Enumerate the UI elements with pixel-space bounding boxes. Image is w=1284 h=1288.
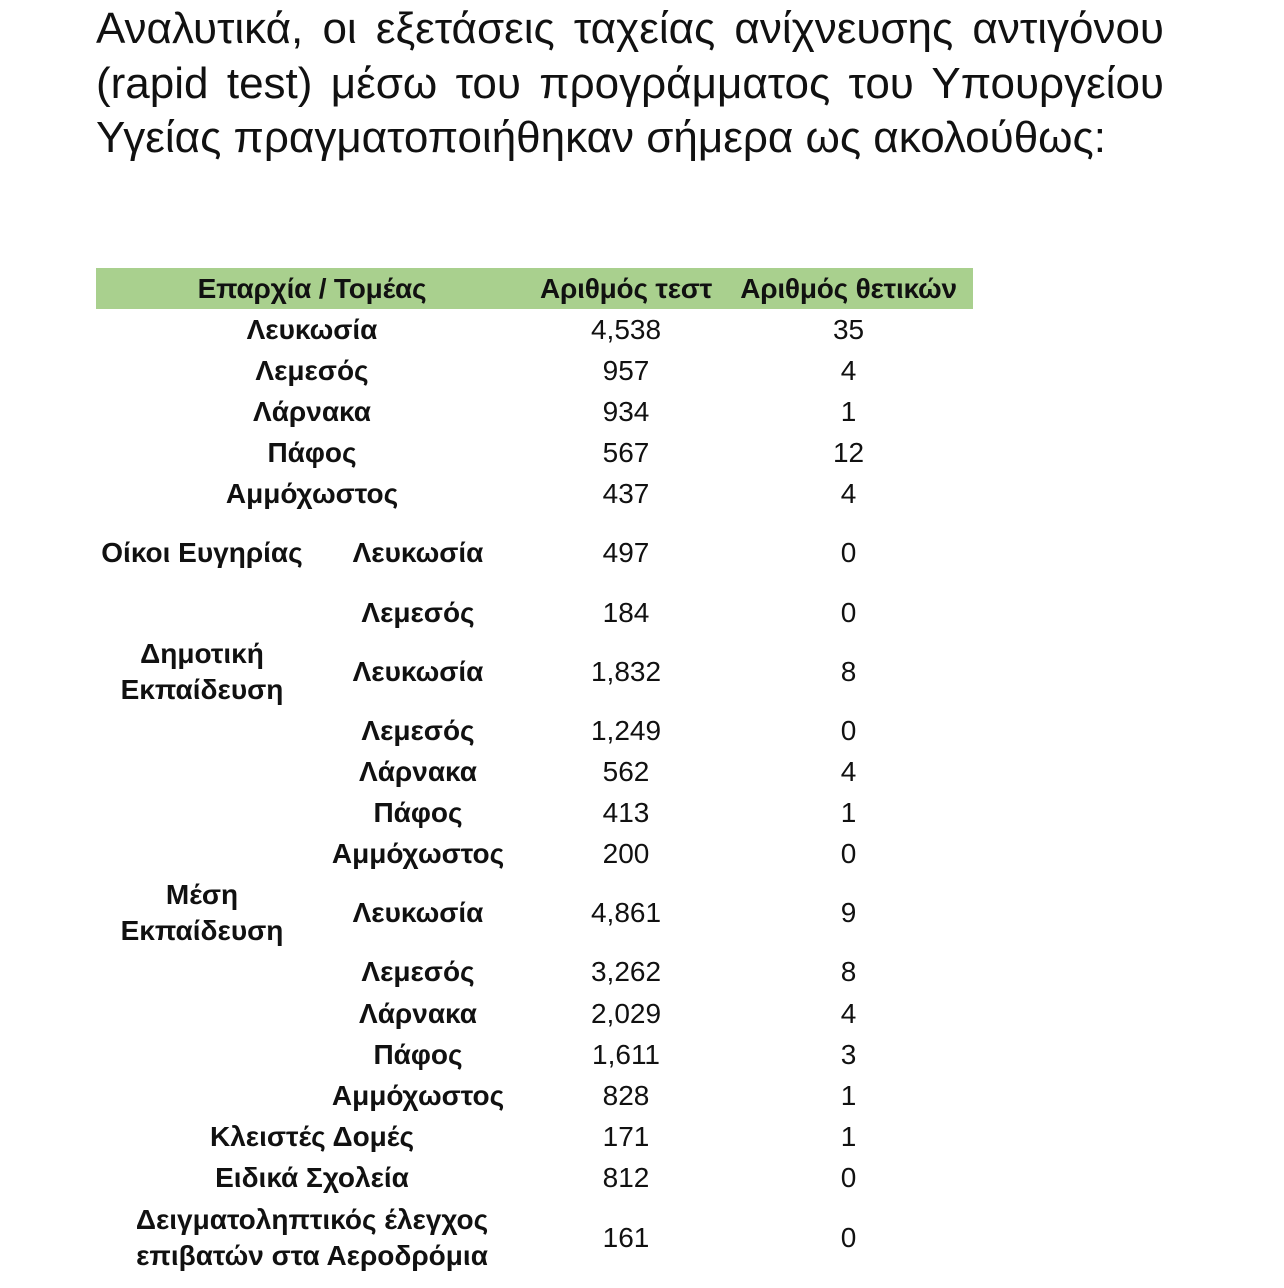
positives-count: 35 xyxy=(832,313,865,345)
table-row xyxy=(96,433,973,474)
table-row xyxy=(96,515,973,592)
district-name: Αμμόχωστος xyxy=(225,478,399,510)
empty-cell xyxy=(96,793,308,834)
table-row xyxy=(96,1117,973,1158)
table-row xyxy=(96,1034,973,1075)
category-name: Κλειστές Δομές xyxy=(210,1121,414,1153)
sub-district-name: Λεμεσός xyxy=(361,596,475,628)
table-row xyxy=(96,834,973,875)
sector-label-care-homes: Οίκοι Ευγηρίας xyxy=(101,537,303,569)
sub-district-name: Αμμόχωστος xyxy=(331,838,505,870)
table-row xyxy=(96,309,973,350)
empty-cell xyxy=(96,1075,308,1116)
empty-cell xyxy=(96,710,308,751)
positives-count: 9 xyxy=(840,897,857,929)
intro-paragraph: Αναλυτικά, οι εξετάσεις ταχείας ανίχνευσης αντιγόνου (rapid test) μέσω του προγράμματος του Υπουργείου Υγείας πραγματοποιήθηκαν σήμερα ως ακολούθως: xyxy=(96,4,1164,162)
empty-cell xyxy=(96,952,308,993)
empty-cell xyxy=(96,1034,308,1075)
tests-count: 4,861 xyxy=(590,897,662,929)
empty-cell xyxy=(96,834,308,875)
positives-count: 4 xyxy=(840,997,857,1029)
empty-cell xyxy=(96,751,308,792)
table-row xyxy=(96,1075,973,1116)
positives-count: 8 xyxy=(840,956,857,988)
table-row xyxy=(96,592,973,633)
tests-count: 184 xyxy=(602,596,650,628)
positives-count: 0 xyxy=(840,838,857,870)
table-row xyxy=(96,474,973,515)
sub-district-name: Πάφος xyxy=(373,797,463,829)
district-name: Πάφος xyxy=(267,437,357,469)
tests-count: 1,611 xyxy=(592,1038,661,1070)
positives-count: 4 xyxy=(840,354,857,386)
positives-count: 0 xyxy=(840,1162,857,1194)
sub-district-name: Λευκωσία xyxy=(352,537,484,569)
table-row xyxy=(96,633,973,710)
tests-count: 2,029 xyxy=(590,997,662,1029)
sector-label-secondary-education: Μέση Εκπαίδευση xyxy=(120,879,284,947)
tests-count: 562 xyxy=(602,755,650,787)
table-row xyxy=(96,350,973,391)
tests-count: 3,262 xyxy=(590,956,662,988)
table-row xyxy=(96,710,973,751)
rapid-test-results-table xyxy=(96,268,973,1276)
sub-district-name: Αμμόχωστος xyxy=(331,1080,505,1112)
tests-count: 812 xyxy=(602,1162,650,1194)
header-tests: Αριθμός τεστ xyxy=(528,268,724,309)
empty-cell xyxy=(96,993,308,1034)
tests-count: 1,832 xyxy=(590,655,662,687)
positives-count: 0 xyxy=(840,596,857,628)
tests-count: 934 xyxy=(602,395,650,427)
tests-count: 1,249 xyxy=(590,714,662,746)
header-positives: Αριθμός θετικών xyxy=(724,268,973,309)
tests-count: 413 xyxy=(602,797,650,829)
positives-count: 1 xyxy=(840,797,857,829)
district-name: Λευκωσία xyxy=(246,313,378,345)
tests-count: 200 xyxy=(602,838,650,870)
tests-count: 161 xyxy=(602,1221,650,1253)
sub-district-name: Λευκωσία xyxy=(352,897,484,929)
table-row xyxy=(96,952,973,993)
positives-count: 4 xyxy=(840,755,857,787)
positives-count: 4 xyxy=(840,478,857,510)
table-row xyxy=(96,793,973,834)
positives-count: 12 xyxy=(832,437,865,469)
positives-count: 1 xyxy=(840,395,857,427)
table-row xyxy=(96,1158,973,1199)
empty-cell xyxy=(96,592,308,633)
district-name: Λάρνακα xyxy=(253,395,371,427)
sub-district-name: Πάφος xyxy=(373,1038,463,1070)
table-row xyxy=(96,993,973,1034)
header-region: Επαρχία / Τομέας xyxy=(96,268,528,309)
table-row xyxy=(96,1199,973,1276)
positives-count: 1 xyxy=(840,1121,857,1153)
tests-count: 567 xyxy=(602,437,650,469)
sub-district-name: Λάρνακα xyxy=(359,997,477,1029)
sub-district-name: Λάρνακα xyxy=(359,755,477,787)
tests-count: 957 xyxy=(602,354,650,386)
table-row xyxy=(96,875,973,952)
tests-count: 4,538 xyxy=(590,313,662,345)
category-name: Ειδικά Σχολεία xyxy=(215,1162,409,1194)
table-row xyxy=(96,391,973,432)
positives-count: 1 xyxy=(840,1080,857,1112)
table-header-row xyxy=(96,268,973,309)
positives-count: 8 xyxy=(840,655,857,687)
sub-district-name: Λεμεσός xyxy=(361,956,475,988)
sector-label-primary-education: Δημοτική Εκπαίδευση xyxy=(120,637,284,705)
sub-district-name: Λεμεσός xyxy=(361,714,475,746)
positives-count: 0 xyxy=(840,1221,857,1253)
tests-count: 171 xyxy=(602,1121,650,1153)
tests-count: 437 xyxy=(602,478,650,510)
tests-count: 497 xyxy=(602,537,650,569)
sub-district-name: Λευκωσία xyxy=(352,655,484,687)
category-name-airport-passenger-sampling: Δειγματοληπτικός έλεγχος επιβατών στα Αεροδρόμια xyxy=(135,1203,489,1271)
positives-count: 0 xyxy=(840,537,857,569)
district-name: Λεμεσός xyxy=(255,354,369,386)
positives-count: 0 xyxy=(840,714,857,746)
tests-count: 828 xyxy=(602,1080,650,1112)
table-row xyxy=(96,751,973,792)
positives-count: 3 xyxy=(840,1038,857,1070)
